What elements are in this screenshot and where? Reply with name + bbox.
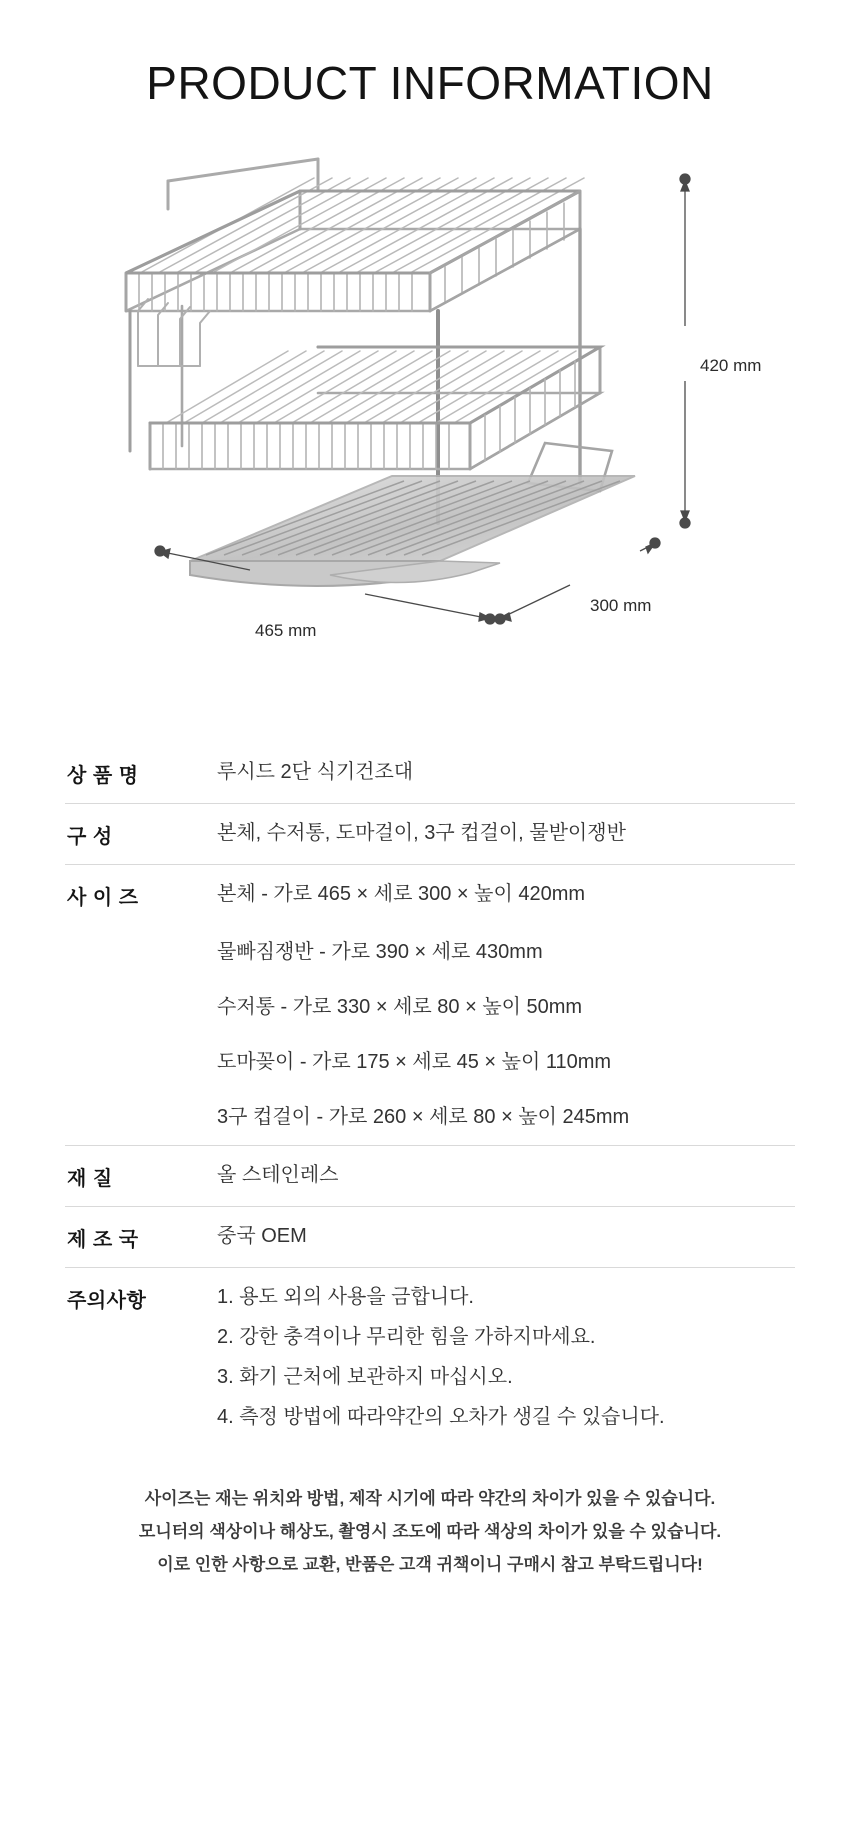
spec-value-product-name: 루시드 2단 식기건조대 <box>217 760 414 783</box>
caution-item-2: 2. 강한 충격이나 무리한 힘을 가하지마세요. <box>217 1325 596 1348</box>
spec-row-size-tray <box>65 925 795 980</box>
spec-row-size-main <box>65 864 795 925</box>
spec-value-size-board: 도마꽂이 - 가로 175 × 세로 45 × 높이 110mm <box>217 1050 612 1073</box>
spec-row-origin <box>65 1206 795 1267</box>
spec-label-composition: 구 성 <box>67 825 113 848</box>
spec-value-material: 올 스테인레스 <box>217 1163 339 1186</box>
spec-label-size: 사 이 즈 <box>67 886 139 909</box>
spec-label-origin: 제 조 국 <box>67 1228 139 1251</box>
spec-row-size-cup <box>65 1090 795 1146</box>
spec-label-cautions: 주의사항 <box>67 1289 147 1312</box>
spec-row-size-board <box>65 1035 795 1090</box>
disclaimer-line-3: 이로 인한 사항으로 교환, 반품은 고객 귀책이니 구매시 참고 부탁드립니다! <box>157 1554 703 1574</box>
spec-value-size-tray: 물빠짐쟁반 - 가로 390 × 세로 430mm <box>217 940 543 963</box>
dimension-height-label: 420 mm <box>700 355 762 375</box>
spec-value-size-cup: 3구 컵걸이 - 가로 260 × 세로 80 × 높이 245mm <box>217 1105 630 1128</box>
spec-label-blank-4 <box>65 1090 217 1146</box>
spec-row-cautions <box>65 1267 795 1446</box>
spec-label-blank-3 <box>65 1035 217 1090</box>
dimension-width-label: 465 mm <box>255 620 317 640</box>
spec-row-product-name <box>65 743 795 804</box>
spec-value-size-body: 본체 - 가로 465 × 세로 300 × 높이 420mm <box>217 882 586 905</box>
spec-value-composition: 본체, 수저통, 도마걸이, 3구 컵걸이, 물받이쟁반 <box>217 821 626 844</box>
spec-value-origin: 중국 OEM <box>217 1224 307 1247</box>
spec-label-product-name: 상 품 명 <box>67 764 139 787</box>
spec-label-blank-1 <box>65 925 217 980</box>
spec-row-material <box>65 1145 795 1206</box>
spec-label-material: 재 질 <box>67 1167 113 1190</box>
spec-row-composition <box>65 803 795 864</box>
caution-item-4: 4. 측정 방법에 따라약간의 오차가 생길 수 있습니다. <box>217 1405 665 1428</box>
spec-value-size-cutlery: 수저통 - 가로 330 × 세로 80 × 높이 50mm <box>217 995 583 1018</box>
product-image-area <box>0 151 860 711</box>
spec-row-size-cutlery <box>65 980 795 1035</box>
dimension-depth-label: 300 mm <box>590 595 652 615</box>
disclaimer-footer <box>0 1482 860 1581</box>
dish-rack-illustration <box>0 151 860 711</box>
spec-value-cautions <box>217 1267 795 1446</box>
disclaimer-line-1: 사이즈는 재는 위치와 방법, 제작 시기에 따라 약간의 차이가 있을 수 있습니다. <box>144 1488 716 1508</box>
disclaimer-line-2: 모니터의 색상이나 해상도, 촬영시 조도에 따라 색상의 차이가 있을 수 있습니다. <box>138 1521 722 1541</box>
specification-table <box>65 743 795 1446</box>
caution-item-1: 1. 용도 외의 사용을 금합니다. <box>217 1285 474 1308</box>
page-title: PRODUCT INFORMATION <box>146 57 714 109</box>
spec-label-blank-2 <box>65 980 217 1035</box>
caution-item-3: 3. 화기 근처에 보관하지 마십시오. <box>217 1365 513 1388</box>
